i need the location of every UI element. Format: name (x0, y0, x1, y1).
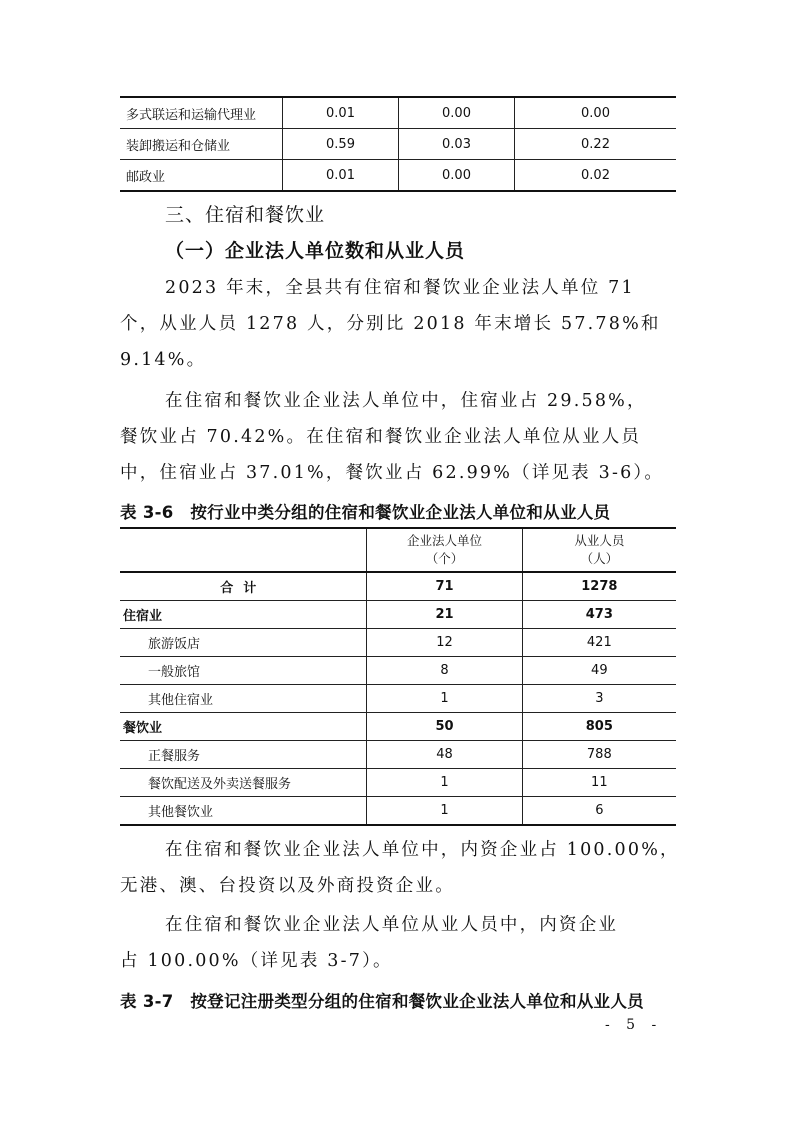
row-label: 邮政业 (120, 160, 283, 192)
row-label: 装卸搬运和仓储业 (120, 129, 283, 160)
section-heading: 三、住宿和餐饮业 (165, 204, 326, 226)
cell-employees: 11 (522, 769, 676, 797)
transport-table-continuation (120, 96, 676, 192)
cell-employees: 49 (522, 657, 676, 685)
header-units-label: 企业法人单位 (407, 533, 483, 548)
paragraph-shares (120, 383, 680, 491)
header-units (367, 528, 522, 572)
row-label: 其他餐饮业 (120, 797, 367, 826)
cell-employees: 421 (522, 629, 676, 657)
text-line: 2023 年末，全县共有住宿和餐饮业企业法人单位 71 (165, 278, 635, 298)
text-line: 个，从业人员 1278 人，分别比 2018 年末增长 57.78%和 (120, 314, 661, 334)
cell-value: 0.02 (581, 167, 610, 183)
table-row-total (120, 572, 676, 601)
text-line: 在住宿和餐饮业企业法人单位从业人员中，内资企业 (165, 915, 619, 935)
cell-units: 48 (367, 741, 522, 769)
paragraph-domestic-units (120, 832, 680, 904)
table-3-6 (120, 527, 676, 826)
cell-units: 8 (367, 657, 522, 685)
cell-employees: 1278 (522, 572, 676, 601)
cell-units: 1 (367, 797, 522, 826)
text-line: 占 100.00%（详见表 3-7）。 (120, 951, 393, 971)
text-line: 餐饮业占 70.42%。在住宿和餐饮业企业法人单位从业人员 (120, 427, 642, 447)
table-row (120, 97, 676, 129)
table-header-row (120, 528, 676, 572)
text-line: 在住宿和餐饮业企业法人单位中，住宿业占 29.58%， (165, 391, 647, 411)
cell-units: 71 (367, 572, 522, 601)
cell-value: 0.01 (283, 97, 399, 129)
cell-units: 1 (367, 769, 522, 797)
paragraph-summary (120, 270, 680, 378)
text-line: 在住宿和餐饮业企业法人单位中，内资企业占 100.00%， (165, 840, 680, 860)
cell-units: 21 (367, 601, 522, 629)
cell-value: 0.00 (399, 160, 515, 192)
cell-employees: 3 (522, 685, 676, 713)
table-row (120, 657, 676, 685)
table-row (120, 629, 676, 657)
table-3-6-caption: 表 3-6 按行业中类分组的住宿和餐饮业企业法人单位和从业人员 (120, 503, 611, 522)
cell-units: 1 (367, 685, 522, 713)
table-row (120, 797, 676, 826)
cell-employees: 6 (595, 803, 604, 818)
row-label: 旅游饭店 (120, 629, 367, 657)
row-label: 多式联运和运输代理业 (120, 97, 283, 129)
row-label: 一般旅馆 (120, 657, 367, 685)
text-line: 无港、澳、台投资以及外商投资企业。 (120, 876, 455, 896)
cell-employees: 788 (522, 741, 676, 769)
text-line: 中，住宿业占 37.01%，餐饮业占 62.99%（详见表 3-6）。 (120, 463, 665, 483)
row-label: 正餐服务 (120, 741, 367, 769)
row-label: 住宿业 (120, 601, 367, 629)
header-units-unit: （个） (425, 551, 464, 566)
cell-units: 12 (367, 629, 522, 657)
table-3-7-caption: 表 3-7 按登记注册类型分组的住宿和餐饮业企业法人单位和从业人员 (120, 992, 644, 1011)
row-label: 其他住宿业 (120, 685, 367, 713)
table-row (120, 713, 676, 741)
header-employees-label: 从业人员 (574, 533, 625, 548)
cell-value: 0.03 (399, 129, 515, 160)
subsection-heading: （一）企业法人单位数和从业人员 (165, 240, 466, 262)
table-row (120, 769, 676, 797)
row-label: 餐饮业 (120, 713, 367, 741)
cell-value: 0.01 (283, 160, 399, 192)
row-label: 餐饮配送及外卖送餐服务 (120, 769, 367, 797)
cell-value: 0.22 (515, 129, 677, 160)
cell-value: 0.00 (515, 97, 677, 129)
cell-value: 0.59 (283, 129, 399, 160)
cell-units: 50 (367, 713, 522, 741)
table-row (120, 685, 676, 713)
cell-employees: 473 (522, 601, 676, 629)
header-employees-unit: （人） (580, 551, 619, 566)
header-empty (120, 528, 367, 572)
table-row (120, 160, 676, 192)
table-row (120, 129, 676, 160)
text-line: 9.14%。 (120, 350, 207, 370)
page-number: - 5 - (605, 1017, 663, 1033)
cell-employees: 805 (522, 713, 676, 741)
row-label: 合计 (120, 572, 367, 601)
table-row (120, 601, 676, 629)
paragraph-domestic-employees (120, 907, 680, 979)
cell-value: 0.00 (399, 97, 515, 129)
header-employees (522, 528, 676, 572)
table-row (120, 741, 676, 769)
